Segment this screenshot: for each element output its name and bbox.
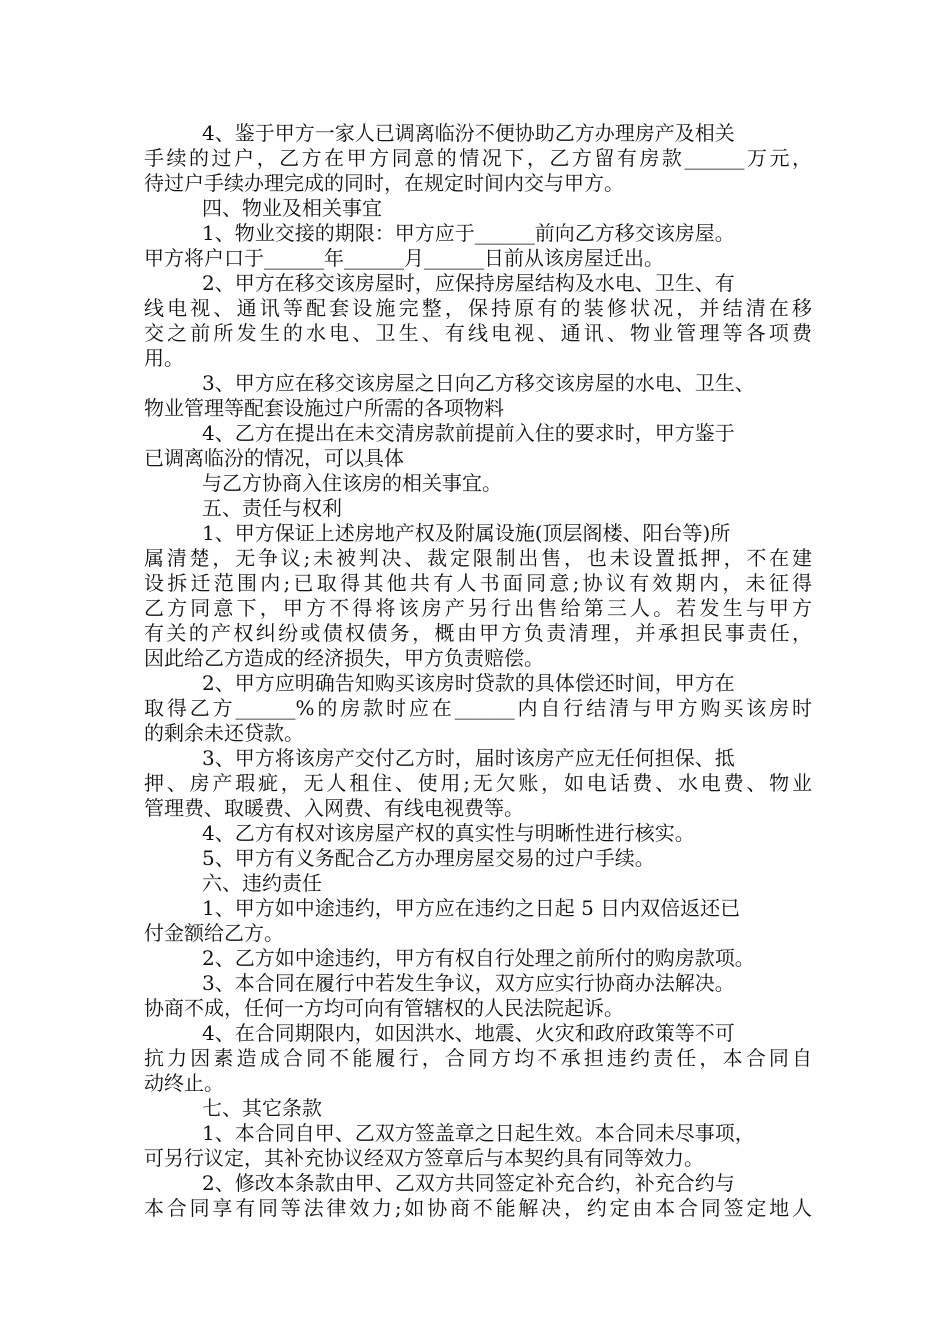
text-line: 用。 xyxy=(144,346,184,370)
text-line: 3、甲方应在移交该房屋之日向乙方移交该房屋的水电、卫生、 xyxy=(202,371,755,395)
text-line: 4、乙方在提出在未交清房款前提前入住的要求时，甲方鉴于 xyxy=(202,421,735,445)
text-line: 有关的产权纠纷或债权债务，概由甲方负责清理，并承担民事责任， xyxy=(144,621,812,645)
text-line: 3、甲方将该房产交付乙方时，届时该房产应无任何担保、抵 xyxy=(202,746,735,770)
text-line: 手续的过户，乙方在甲方同意的情况下，乙方留有房款______万元， xyxy=(144,146,812,170)
text-line: 1、甲方如中途违约，甲方应在违约之日起 5 日内双倍返还已 xyxy=(202,896,741,920)
text-line: 甲方将户口于______年______月______日前从该房屋迁出。 xyxy=(144,246,664,270)
text-line: 4、在合同期限内，如因洪水、地震、火灾和政府政策等不可 xyxy=(202,1021,735,1045)
text-line: 待过户手续办理完成的同时，在规定时间内交与甲方。 xyxy=(144,171,624,195)
text-line: 2、甲方在移交该房屋时，应保持房屋结构及水电、卫生、有 xyxy=(202,271,735,295)
text-line: 乙方同意下，甲方不得将该房产另行出售给第三人。若发生与甲方 xyxy=(144,596,812,620)
text-line: 与乙方协商入住该房的相关事宜。 xyxy=(202,471,502,495)
text-line: 2、修改本条款由甲、乙双方共同签定补充合约，补充合约与 xyxy=(202,1171,735,1195)
text-line: 3、本合同在履行中若发生争议，双方应实行协商办法解决。 xyxy=(202,971,735,995)
section-heading: 六、违约责任 xyxy=(202,871,322,895)
text-line: 取得乙方______%的房款时应在______内自行结清与甲方购买该房时 xyxy=(144,696,812,720)
text-line: 抗力因素造成合同不能履行，合同方均不承担违约责任，本合同自 xyxy=(144,1046,812,1070)
text-line: 的剩余未还贷款。 xyxy=(144,721,304,745)
text-line: 1、物业交接的期限：甲方应于______前向乙方移交该房屋。 xyxy=(202,221,735,245)
text-line: 可另行议定，其补充协议经双方签章后与本契约具有同等效力。 xyxy=(144,1146,704,1170)
text-line: 设拆迁范围内;已取得其他共有人书面同意;协议有效期内，未征得 xyxy=(144,571,812,595)
text-line: 1、本合同自甲、乙双方签盖章之日起生效。本合同未尽事项， xyxy=(202,1121,755,1145)
text-line: 5、甲方有义务配合乙方办理房屋交易的过户手续。 xyxy=(202,846,655,870)
text-line: 物业管理等配套设施过户所需的各项物料 xyxy=(144,396,504,420)
text-line: 属清楚，无争议;未被判决、裁定限制出售，也未设置抵押，不在建 xyxy=(144,546,812,570)
text-line: 管理费、取暖费、入网费、有线电视费等。 xyxy=(144,796,524,820)
section-heading: 七、其它条款 xyxy=(202,1096,322,1120)
text-line: 2、乙方如中途违约，甲方有权自行处理之前所付的购房款项。 xyxy=(202,946,755,970)
text-line: 线电视、通讯等配套设施完整，保持原有的装修状况，并结清在移 xyxy=(144,296,812,320)
document-body xyxy=(144,121,812,1221)
text-line: 因此给乙方造成的经济损失，甲方负责赔偿。 xyxy=(144,646,544,670)
text-line: 1、甲方保证上述房地产权及附属设施(顶层阁楼、阳台等)所 xyxy=(202,521,731,545)
text-line: 交之前所发生的水电、卫生、有线电视、通讯、物业管理等各项费 xyxy=(144,321,812,345)
section-heading: 四、物业及相关事宜 xyxy=(202,196,382,220)
text-line: 协商不成，任何一方均可向有管辖权的人民法院起诉。 xyxy=(144,996,624,1020)
text-line: 动终止。 xyxy=(144,1071,224,1095)
text-line: 已调离临汾的情况，可以具体 xyxy=(144,446,404,470)
text-line: 2、甲方应明确告知购买该房时贷款的具体偿还时间，甲方在 xyxy=(202,671,735,695)
section-heading: 五、责任与权利 xyxy=(202,496,342,520)
text-line: 付金额给乙方。 xyxy=(144,921,284,945)
text-line: 4、乙方有权对该房屋产权的真实性与明晰性进行核实。 xyxy=(202,821,695,845)
text-line: 押、房产瑕疵，无人租住、使用;无欠账，如电话费、水电费、物业 xyxy=(144,771,812,795)
text-line: 本合同享有同等法律效力;如协商不能解决，约定由本合同签定地人 xyxy=(144,1196,812,1220)
text-line: 4、鉴于甲方一家人已调离临汾不便协助乙方办理房产及相关 xyxy=(202,121,735,145)
